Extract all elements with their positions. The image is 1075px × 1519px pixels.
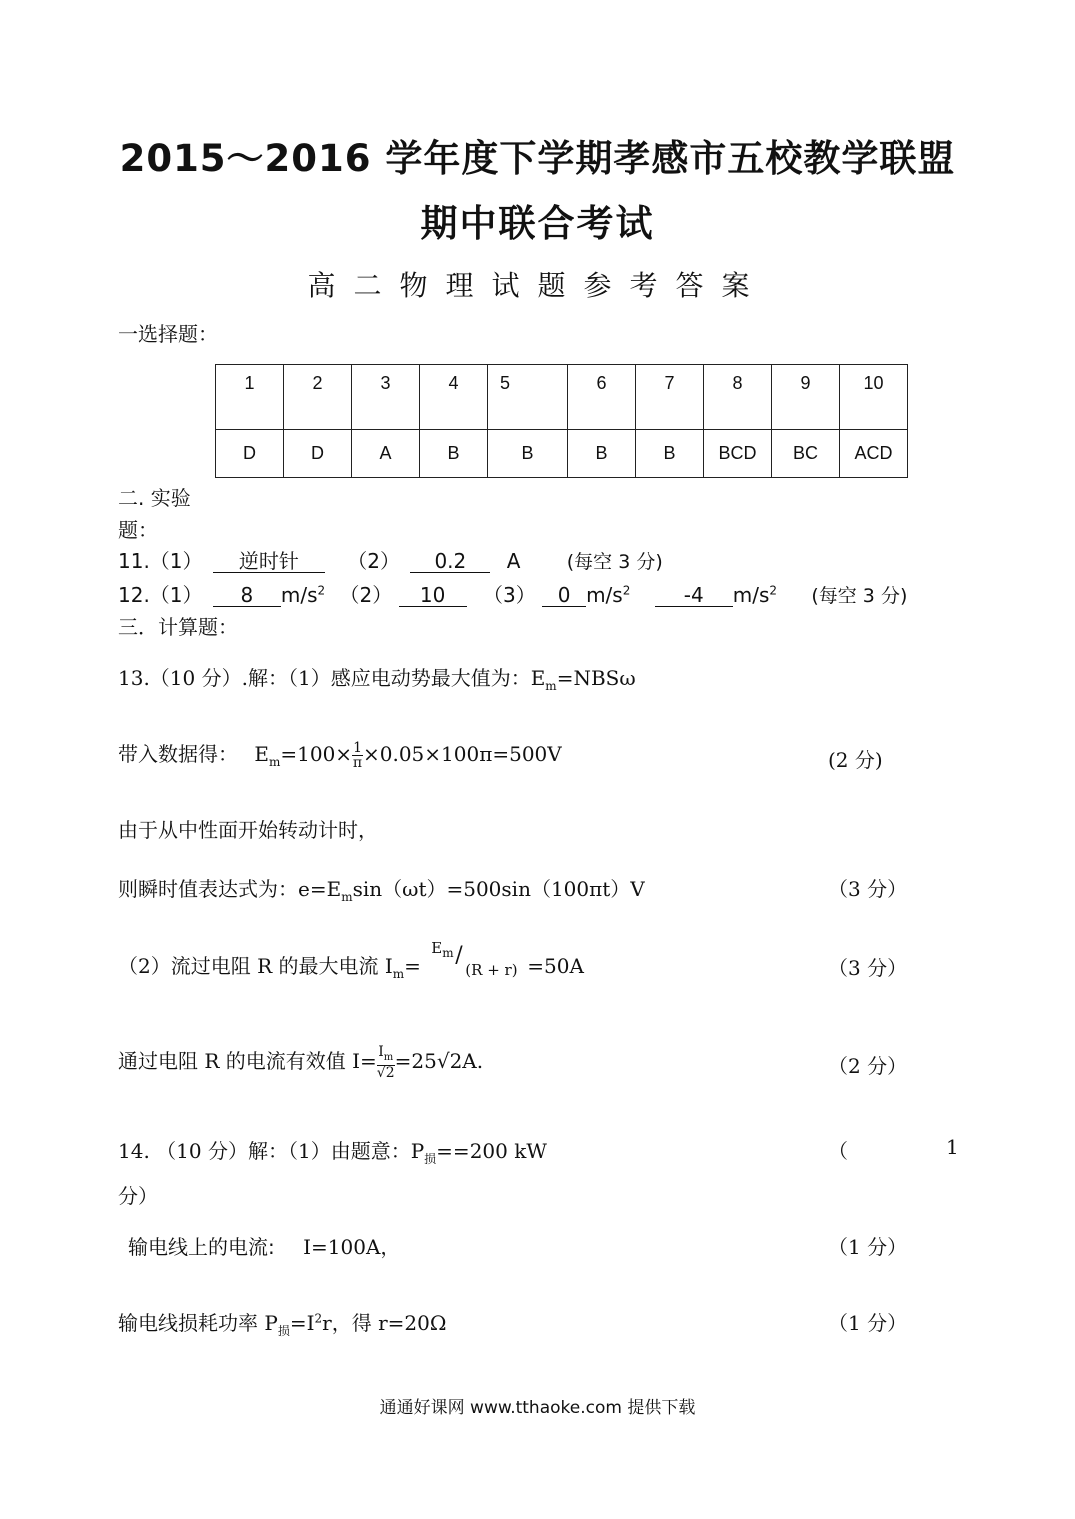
q14-line1-score-open: （ — [828, 1139, 848, 1163]
q14-line2-a: 输电线上的电流: — [128, 1235, 275, 1259]
q13-line4-tail: sin（ωt）=500sin（100πt）V — [352, 877, 645, 901]
q14-line2-score: （1 分） — [828, 1235, 908, 1259]
question-number: 9 — [772, 365, 840, 430]
q13-line2-em: E — [254, 742, 269, 766]
question-12 — [118, 579, 907, 608]
q11-score: (每空 3 分) — [566, 551, 663, 573]
answer-cell: D — [284, 430, 352, 478]
q13-line6 — [118, 1045, 483, 1080]
answer-cell: BC — [772, 430, 840, 478]
answer-cell: B — [568, 430, 636, 478]
answer-cell: A — [352, 430, 420, 478]
q12-unit4: m/s — [732, 583, 770, 607]
q12-blank2: 10 — [399, 584, 467, 607]
answer-cell: BCD — [704, 430, 772, 478]
q13-fraction — [352, 741, 363, 770]
q14-line3-sub: 损 — [277, 1324, 290, 1338]
page-title-line2: 期中联合考试 — [420, 202, 655, 245]
q14-line2-b: I=100A， — [303, 1235, 401, 1259]
q13-line1-text: 13.（10 分）.解：（1）感应电动势最大值为：E — [118, 666, 546, 690]
q12-blank1: 8 — [213, 584, 281, 607]
q14-line1-score-value: 1 — [946, 1135, 959, 1159]
q13-line5-b: = — [404, 954, 421, 978]
q13-line6-a: 通过电阻 R 的电流有效值 I= — [118, 1049, 377, 1073]
q11-blank1: 逆时针 — [213, 550, 325, 573]
q14-line1-sub: 损 — [424, 1152, 437, 1166]
footer-text: 通通好课网 www.tthaoke.com 提供下载 — [379, 1398, 696, 1418]
q14-line1-score-close: 分） — [118, 1184, 158, 1208]
q13-line6-tail: =25√2A. — [394, 1049, 484, 1073]
q14-line3 — [118, 1307, 446, 1339]
question-number: 7 — [636, 365, 704, 430]
section2-label: 二. 实验 — [118, 486, 191, 510]
question-number: 10 — [840, 365, 908, 430]
q13-line5-tail: =50A — [527, 954, 584, 978]
q13-line6-score: （2 分） — [828, 1054, 908, 1078]
q13-line5-den: (R + r) — [465, 960, 518, 979]
q13-line5-score: （3 分） — [828, 956, 908, 980]
q11-mid: （2） — [347, 549, 400, 573]
answer-table-numbers-row — [216, 365, 908, 430]
q13-line4-text: 则瞬时值表达式为：e=E — [118, 877, 342, 901]
section1-label: 一选择题： — [118, 322, 218, 346]
q12-prefix: 12.（1） — [118, 583, 203, 607]
q13-line2-score: (2 分) — [828, 748, 883, 772]
section2-label-line2: 题： — [118, 518, 158, 542]
q14-line3-a: 输电线损耗功率 P — [118, 1311, 278, 1335]
page-title: 2015～2016 学年度下学期孝感市五校教学联盟 — [119, 137, 956, 180]
q13-line5-fraction: $E_m$ / (R + r) — [431, 938, 518, 979]
q12-unit1: m/s — [280, 583, 318, 607]
q14-line3-score: （1 分） — [828, 1311, 908, 1335]
answer-cell: B — [420, 430, 488, 478]
q11-unit: A — [506, 549, 521, 573]
q14-line3-b: =I — [289, 1311, 315, 1335]
q13-fraction-num: 1 — [353, 740, 362, 756]
answer-cell: ACD — [840, 430, 908, 478]
q13-line4 — [118, 873, 645, 904]
answer-cell: D — [216, 430, 284, 478]
section3-label: 三．计算题： — [118, 615, 238, 639]
question-11 — [118, 545, 663, 574]
q12-mid2: （2） — [339, 583, 393, 607]
q13-line4-sub: m — [341, 890, 353, 904]
question-number: 6 — [568, 365, 636, 430]
q13-line1-tail: =NBSω — [556, 666, 636, 690]
q13-line2-a: =100× — [280, 742, 353, 766]
page-subtitle: 高二物理试题参考答案 — [307, 269, 768, 302]
q12-unit3-sup: 2 — [622, 583, 631, 598]
q14-line2 — [128, 1231, 400, 1260]
q14-line1-text: 14. （10 分）解：（1）由题意：P — [118, 1139, 425, 1163]
q14-line3-tail: r，得 r=20Ω — [322, 1311, 447, 1335]
q14-line3-sup: 2 — [314, 1311, 323, 1326]
q11-blank2: 0.2 — [410, 550, 490, 573]
q13-line2-label: 带入数据得： — [118, 742, 238, 766]
q13-line5 — [118, 938, 584, 983]
q13-line6-den: √2 — [376, 1064, 395, 1081]
q13-line1 — [118, 662, 636, 693]
q12-blank4: -4 — [655, 584, 733, 607]
q13-line4-score: （3 分） — [828, 877, 908, 901]
question-number: 8 — [704, 365, 772, 430]
q12-score: (每空 3 分) — [811, 585, 908, 607]
q13-line5-a: （2）流过电阻 R 的最大电流 I — [118, 954, 393, 978]
q13-fraction-den: π — [352, 755, 363, 771]
q13-line5-num: $E_m$ — [431, 938, 454, 960]
question-number: 2 — [284, 365, 352, 430]
answer-table-answers-row — [216, 430, 908, 478]
q13-line6-num: $I_m$ — [377, 1045, 395, 1066]
q12-unit4-sup: 2 — [769, 583, 777, 598]
q11-prefix: 11.（1） — [118, 549, 203, 573]
q13-line2-b: ×0.05×100π=500V — [362, 742, 562, 766]
q12-mid3: （3） — [482, 583, 536, 607]
q13-line3: 由于从中性面开始转动计时， — [118, 818, 378, 842]
question-number: 4 — [420, 365, 488, 430]
q13-line2-sub: m — [268, 755, 281, 769]
q14-line1 — [118, 1135, 547, 1167]
answer-table — [215, 364, 908, 478]
question-number: 1 — [216, 365, 284, 430]
answer-cell: B — [636, 430, 704, 478]
q13-line2 — [118, 738, 562, 770]
q13-line6-fraction — [377, 1045, 395, 1080]
q12-unit1-sup: 2 — [317, 583, 326, 598]
q14-line1-tail: ==200 kW — [436, 1139, 547, 1163]
q12-blank3: 0 — [542, 584, 586, 607]
q13-line1-sub: m — [545, 679, 557, 693]
q12-unit3: m/s — [586, 583, 623, 607]
q13-line5-sub: m — [392, 967, 405, 981]
question-number: 5 — [488, 365, 568, 430]
question-number: 3 — [352, 365, 420, 430]
answer-cell: B — [488, 430, 568, 478]
